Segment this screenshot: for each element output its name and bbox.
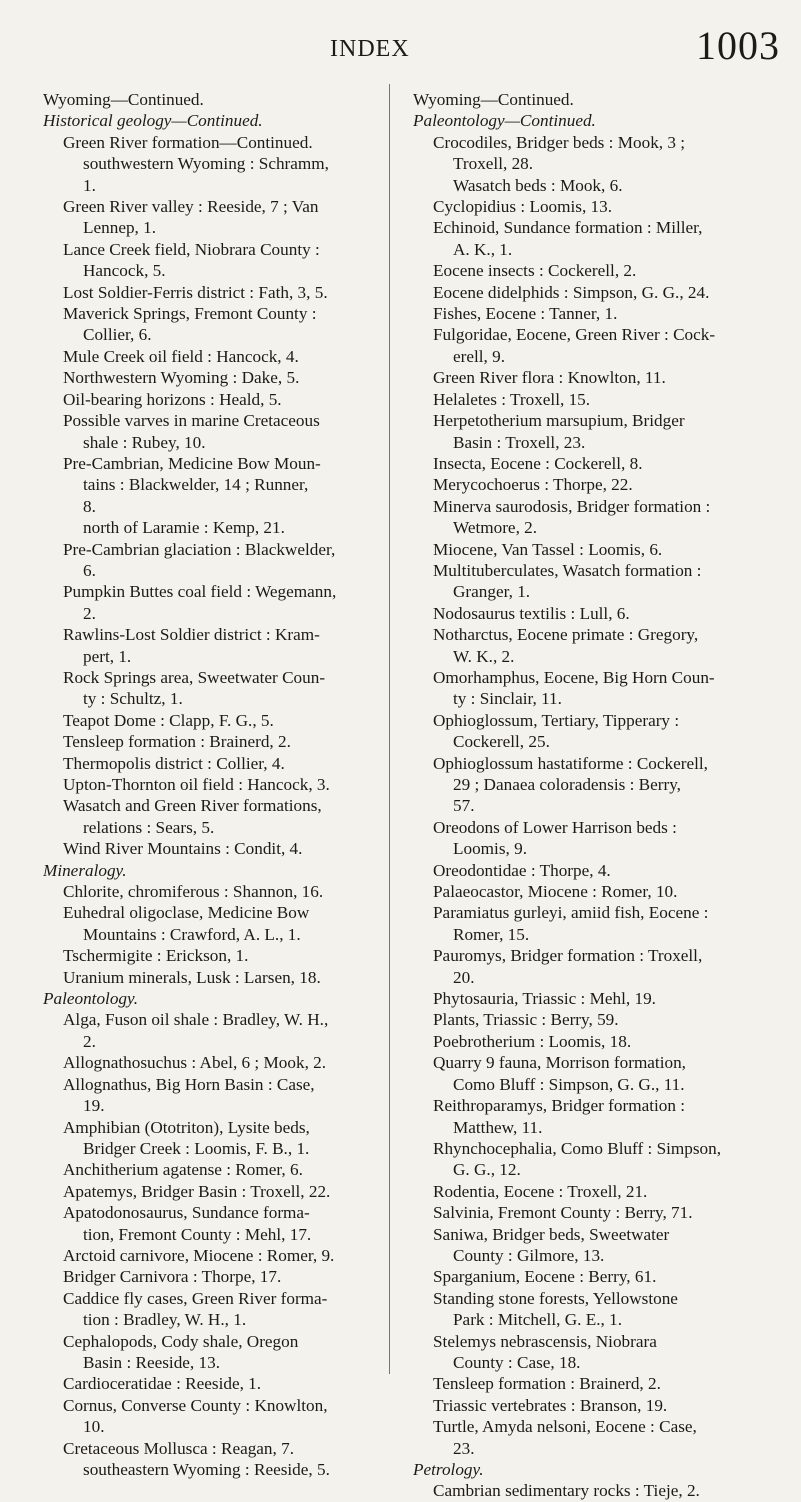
index-entry: Tensleep formation : Brainerd, 2.: [63, 732, 291, 752]
index-entry: ty : Schultz, 1.: [83, 689, 183, 709]
index-entry: Green River flora : Knowlton, 11.: [433, 368, 666, 388]
index-entry: Sparganium, Eocene : Berry, 61.: [433, 1267, 657, 1287]
index-entry: Lost Soldier-Ferris district : Fath, 3, 5.: [63, 282, 328, 302]
index-entry: Anchitherium agatense : Romer, 6.: [63, 1160, 303, 1180]
index-column-right: [413, 89, 773, 1502]
index-entry: Caddice fly cases, Green River forma-: [63, 1288, 328, 1308]
index-heading: Paleontology.: [43, 989, 138, 1009]
index-entry: Rawlins-Lost Soldier district : Kram-: [63, 625, 320, 645]
index-entry: Tschermigite : Erickson, 1.: [63, 946, 249, 966]
index-entry: Fulgoridae, Eocene, Green River : Cock-: [433, 325, 716, 345]
index-entry: pert, 1.: [83, 646, 132, 666]
index-entry: Rhynchocephalia, Como Bluff : Simpson,: [433, 1138, 722, 1158]
index-entry: Cockerell, 25.: [453, 732, 550, 752]
index-entry: Green River formation—Continued.: [63, 132, 313, 152]
index-entry: Eocene insects : Cockerell, 2.: [433, 261, 637, 281]
index-entry: Euhedral oligoclase, Medicine Bow: [63, 903, 310, 923]
index-entry: 29 ; Danaea coloradensis : Berry,: [453, 775, 681, 794]
index-entry: Wasatch beds : Mook, 6.: [453, 175, 623, 195]
index-entry: Pre-Cambrian glaciation : Blackwelder,: [63, 539, 336, 559]
index-entry: Stelemys nebrascensis, Niobrara: [433, 1331, 657, 1351]
index-entry: Cephalopods, Cody shale, Oregon: [63, 1331, 299, 1351]
index-entry: County : Case, 18.: [453, 1352, 581, 1372]
index-entry: Notharctus, Eocene primate : Gregory,: [433, 625, 699, 645]
index-entry: Thermopolis district : Collier, 4.: [63, 753, 285, 773]
index-entry: Teapot Dome : Clapp, F. G., 5.: [63, 710, 274, 730]
index-entry: tion : Bradley, W. H., 1.: [83, 1310, 247, 1330]
index-entry: 6.: [83, 560, 96, 580]
index-entry: Palaeocastor, Miocene : Romer, 10.: [433, 882, 678, 902]
index-entry: southeastern Wyoming : Reeside, 5.: [83, 1460, 330, 1479]
index-entry: Reithroparamys, Bridger formation :: [433, 1096, 686, 1116]
index-entry: Saniwa, Bridger beds, Sweetwater: [433, 1224, 670, 1244]
index-entry: Lance Creek field, Niobrara County :: [63, 239, 320, 259]
index-entry: Merycochoerus : Thorpe, 22.: [433, 475, 633, 495]
index-entry: Cornus, Converse County : Knowlton,: [63, 1395, 328, 1415]
index-entry: Allognathus, Big Horn Basin : Case,: [63, 1074, 315, 1094]
index-heading: Paleontology—Continued.: [413, 111, 596, 131]
index-entry: Loomis, 9.: [453, 839, 528, 859]
index-entry: Salvinia, Fremont County : Berry, 71.: [433, 1203, 693, 1223]
index-entry: Oil-bearing horizons : Heald, 5.: [63, 389, 282, 409]
index-entry: G. G., 12.: [453, 1160, 521, 1180]
index-entry: relations : Sears, 5.: [83, 817, 215, 837]
index-entry: Amphibian (Ototriton), Lysite beds,: [63, 1117, 310, 1137]
index-entry: Minerva saurodosis, Bridger formation :: [433, 496, 711, 516]
index-entry: Northwestern Wyoming : Dake, 5.: [63, 368, 300, 388]
index-entry: Como Bluff : Simpson, G. G., 11.: [453, 1074, 685, 1094]
index-entry: Turtle, Amyda nelsoni, Eocene : Case,: [433, 1417, 697, 1437]
page-number: 1003: [696, 23, 780, 68]
index-entry: Alga, Fuson oil shale : Bradley, W. H.,: [63, 1010, 329, 1030]
index-entry: A. K., 1.: [453, 239, 513, 259]
index-entry: Uranium minerals, Lusk : Larsen, 18.: [63, 967, 321, 987]
index-entry: ty : Sinclair, 11.: [453, 689, 562, 709]
index-entry: Basin : Troxell, 23.: [453, 432, 586, 452]
index-entry: Crocodiles, Bridger beds : Mook, 3 ;: [433, 132, 686, 152]
index-entry: Mule Creek oil field : Hancock, 4.: [63, 346, 299, 366]
index-entry: Matthew, 11.: [453, 1117, 543, 1137]
index-entry: tains : Blackwelder, 14 ; Runner,: [83, 475, 309, 495]
index-entry: north of Laramie : Kemp, 21.: [83, 518, 285, 538]
index-entry: Paramiatus gurleyi, amiid fish, Eocene :: [433, 903, 709, 923]
index-entry: Collier, 6.: [83, 325, 152, 345]
index-entry: Multituberculates, Wasatch formation :: [433, 560, 702, 580]
index-entry: shale : Rubey, 10.: [83, 432, 206, 452]
index-entry: Park : Mitchell, G. E., 1.: [453, 1310, 622, 1330]
page-header: [0, 14, 801, 74]
index-entry: Green River valley : Reeside, 7 ; Van: [63, 197, 319, 217]
index-entry: tion, Fremont County : Mehl, 17.: [83, 1224, 312, 1244]
index-entry: 23.: [453, 1438, 475, 1458]
index-entry: Quarry 9 fauna, Morrison formation,: [433, 1053, 686, 1073]
index-entry: Maverick Springs, Fremont County :: [63, 304, 317, 324]
index-entry: Upton-Thornton oil field : Hancock, 3.: [63, 775, 330, 794]
index-entry: Arctoid carnivore, Miocene : Romer, 9.: [63, 1245, 335, 1265]
index-entry: Eocene didelphids : Simpson, G. G., 24.: [433, 282, 710, 302]
index-entry: County : Gilmore, 13.: [453, 1245, 605, 1265]
index-entry: Poebrotherium : Loomis, 18.: [433, 1031, 632, 1051]
index-entry: Mountains : Crawford, A. L., 1.: [83, 924, 301, 944]
index-entry: Apatodonosaurus, Sundance forma-: [63, 1203, 310, 1223]
index-entry: Oreodontidae : Thorpe, 4.: [433, 860, 611, 880]
column-divider: [389, 84, 390, 1374]
index-entry: 19.: [83, 1096, 105, 1116]
index-entry: Rodentia, Eocene : Troxell, 21.: [433, 1181, 648, 1201]
index-entry: Cyclopidius : Loomis, 13.: [433, 197, 613, 217]
index-heading: Petrology.: [413, 1460, 484, 1479]
index-entry: Insecta, Eocene : Cockerell, 8.: [433, 453, 643, 473]
index-entry: W. K., 2.: [453, 646, 515, 666]
index-entry: Ophioglossum hastatiforme : Cockerell,: [433, 753, 708, 773]
index-entry: 20.: [453, 967, 475, 987]
index-entry: Chlorite, chromiferous : Shannon, 16.: [63, 882, 324, 902]
index-entry: southwestern Wyoming : Schramm,: [83, 154, 329, 174]
index-entry: 2.: [83, 1031, 96, 1051]
index-entry: Apatemys, Bridger Basin : Troxell, 22.: [63, 1181, 331, 1201]
index-entry: Plants, Triassic : Berry, 59.: [433, 1010, 619, 1030]
index-entry: Bridger Carnivora : Thorpe, 17.: [63, 1267, 282, 1287]
index-entry: Echinoid, Sundance formation : Miller,: [433, 218, 703, 238]
index-entry: Wetmore, 2.: [453, 518, 538, 538]
index-entry: Lennep, 1.: [83, 218, 157, 238]
index-entry: Pre-Cambrian, Medicine Bow Moun-: [63, 453, 321, 473]
index-entry: Wind River Mountains : Condit, 4.: [63, 839, 303, 859]
index-entry: 10.: [83, 1417, 105, 1437]
index-entry: Pumpkin Buttes coal field : Wegemann,: [63, 582, 337, 602]
index-entry: Cambrian sedimentary rocks : Tieje, 2.: [433, 1481, 700, 1501]
index-heading: Wyoming—Continued.: [413, 90, 574, 109]
index-entry: Cardioceratidae : Reeside, 1.: [63, 1374, 262, 1394]
index-entry: Triassic vertebrates : Branson, 19.: [433, 1395, 668, 1415]
index-entry: Bridger Creek : Loomis, F. B., 1.: [83, 1138, 310, 1158]
index-entry: Nodosaurus textilis : Lull, 6.: [433, 603, 630, 623]
index-heading: Historical geology—Continued.: [43, 111, 263, 131]
index-entry: Hancock, 5.: [83, 261, 166, 281]
index-entry: Fishes, Eocene : Tanner, 1.: [433, 304, 618, 324]
index-entry: erell, 9.: [453, 346, 506, 366]
index-entry: Tensleep formation : Brainerd, 2.: [433, 1374, 661, 1394]
index-entry: Granger, 1.: [453, 582, 531, 602]
index-entry: Oreodons of Lower Harrison beds :: [433, 817, 677, 837]
index-entry: Pauromys, Bridger formation : Troxell,: [433, 946, 703, 966]
index-entry: Possible varves in marine Cretaceous: [63, 411, 320, 431]
index-entry: Miocene, Van Tassel : Loomis, 6.: [433, 539, 663, 559]
index-entry: Cretaceous Mollusca : Reagan, 7.: [63, 1438, 295, 1458]
index-entry: Troxell, 28.: [453, 154, 534, 174]
index-entry: Allognathosuchus : Abel, 6 ; Mook, 2.: [63, 1053, 327, 1073]
index-entry: 2.: [83, 603, 96, 623]
index-entry: Romer, 15.: [453, 924, 530, 944]
page-title: INDEX: [330, 36, 410, 62]
index-entry: Rock Springs area, Sweetwater Coun-: [63, 667, 326, 687]
index-entry: Helaletes : Troxell, 15.: [433, 389, 591, 409]
index-entry: Ophioglossum, Tertiary, Tipperary :: [433, 710, 680, 730]
index-entry: Basin : Reeside, 13.: [83, 1352, 221, 1372]
index-column-left: [43, 89, 395, 1480]
index-entry: Wasatch and Green River formations,: [63, 796, 322, 816]
index-entry: 1.: [83, 175, 96, 195]
index-entry: Standing stone forests, Yellowstone: [433, 1288, 678, 1308]
index-entry: Herpetotherium marsupium, Bridger: [433, 411, 685, 431]
index-heading: Wyoming—Continued.: [43, 90, 204, 109]
index-entry: Phytosauria, Triassic : Mehl, 19.: [433, 989, 656, 1009]
index-entry: Omorhamphus, Eocene, Big Horn Coun-: [433, 667, 715, 687]
index-entry: 57.: [453, 796, 475, 816]
index-entry: 8.: [83, 496, 96, 516]
index-heading: Mineralogy.: [43, 860, 127, 880]
